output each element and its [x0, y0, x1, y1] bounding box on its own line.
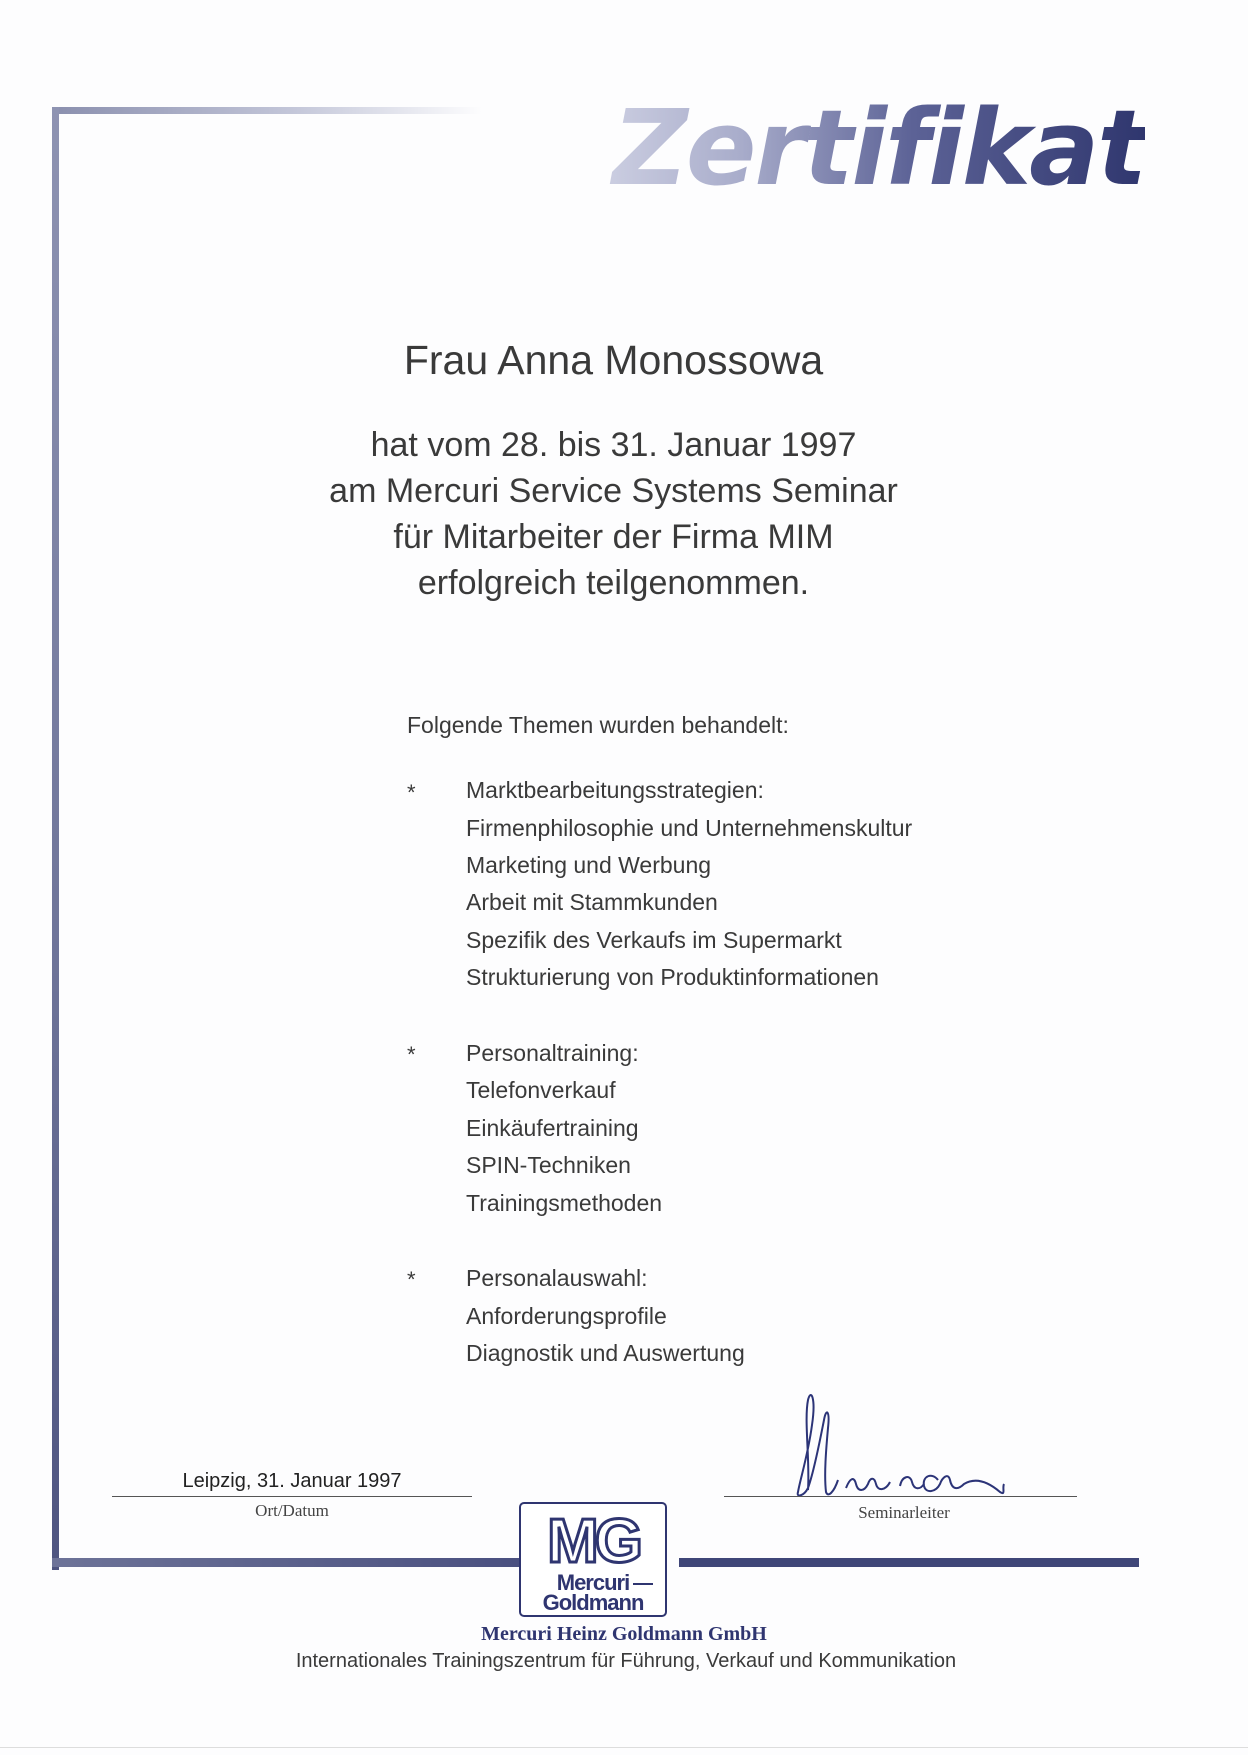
signature-line: [724, 1496, 1077, 1497]
page-edge-line: [0, 1747, 1248, 1748]
body-line: für Mitarbeiter der Firma MIM: [393, 518, 834, 556]
topic-heading: Personalauswahl:: [466, 1265, 648, 1291]
topic-item: Firmenphilosophie und Unternehmenskultur: [466, 815, 913, 841]
mg-logo-mark: [521, 1504, 665, 1615]
frame-top-border: [52, 107, 482, 114]
body-line: hat vom 28. bis 31. Januar 1997: [370, 426, 857, 464]
place-date: Leipzig, 31. Januar 1997: [182, 1470, 402, 1492]
topic-bullet: *: [407, 780, 416, 805]
topic-bullet: *: [407, 1042, 416, 1067]
logo-monogram: MG: [547, 1507, 639, 1576]
recipient-name: Frau Anna Monossowa: [403, 337, 824, 383]
topic-item: Trainingsmethoden: [466, 1190, 663, 1216]
body-line: erfolgreich teilgenommen.: [417, 564, 810, 602]
topic-item: Marketing und Werbung: [466, 852, 712, 878]
topics-intro: Folgende Themen wurden behandelt:: [407, 712, 789, 738]
topic-item: Strukturierung von Produktinformationen: [466, 964, 879, 990]
topic-item: Spezifik des Verkaufs im Supermarkt: [466, 927, 842, 953]
seminar-leader-signature: [790, 1380, 1080, 1505]
company-name: Mercuri Heinz Goldmann GmbH: [481, 1623, 767, 1645]
topic-item: Einkäufertraining: [466, 1115, 639, 1141]
certificate-title: Zertifikat: [565, 86, 1145, 211]
topic-bullet: *: [407, 1267, 416, 1292]
company-logo: [519, 1502, 667, 1617]
place-date-line: [112, 1496, 472, 1497]
signer-caption: Seminarleiter: [858, 1503, 950, 1522]
topic-item: Anforderungsprofile: [466, 1303, 667, 1329]
topic-item: Diagnostik und Auswertung: [466, 1340, 745, 1366]
place-date-caption: Ort/Datum: [255, 1501, 329, 1520]
body-line: am Mercuri Service Systems Seminar: [329, 472, 898, 510]
logo-line2: Goldmann: [542, 1590, 644, 1615]
topic-heading: Personaltraining:: [466, 1040, 639, 1066]
logo-line1: Mercuri: [556, 1570, 630, 1595]
topic-item: Arbeit mit Stammkunden: [466, 889, 718, 915]
topic-heading: Marktbearbeitungsstrategien:: [466, 777, 764, 803]
frame-bottom-border-left: [52, 1558, 520, 1567]
frame-left-border: [52, 107, 59, 1570]
frame-bottom-border-right: [679, 1558, 1139, 1567]
topic-item: SPIN-Techniken: [466, 1152, 631, 1178]
topic-item: Telefonverkauf: [466, 1077, 616, 1103]
company-tagline: Internationales Trainingszentrum für Führung, Verkauf und Kommunikation: [295, 1650, 957, 1672]
